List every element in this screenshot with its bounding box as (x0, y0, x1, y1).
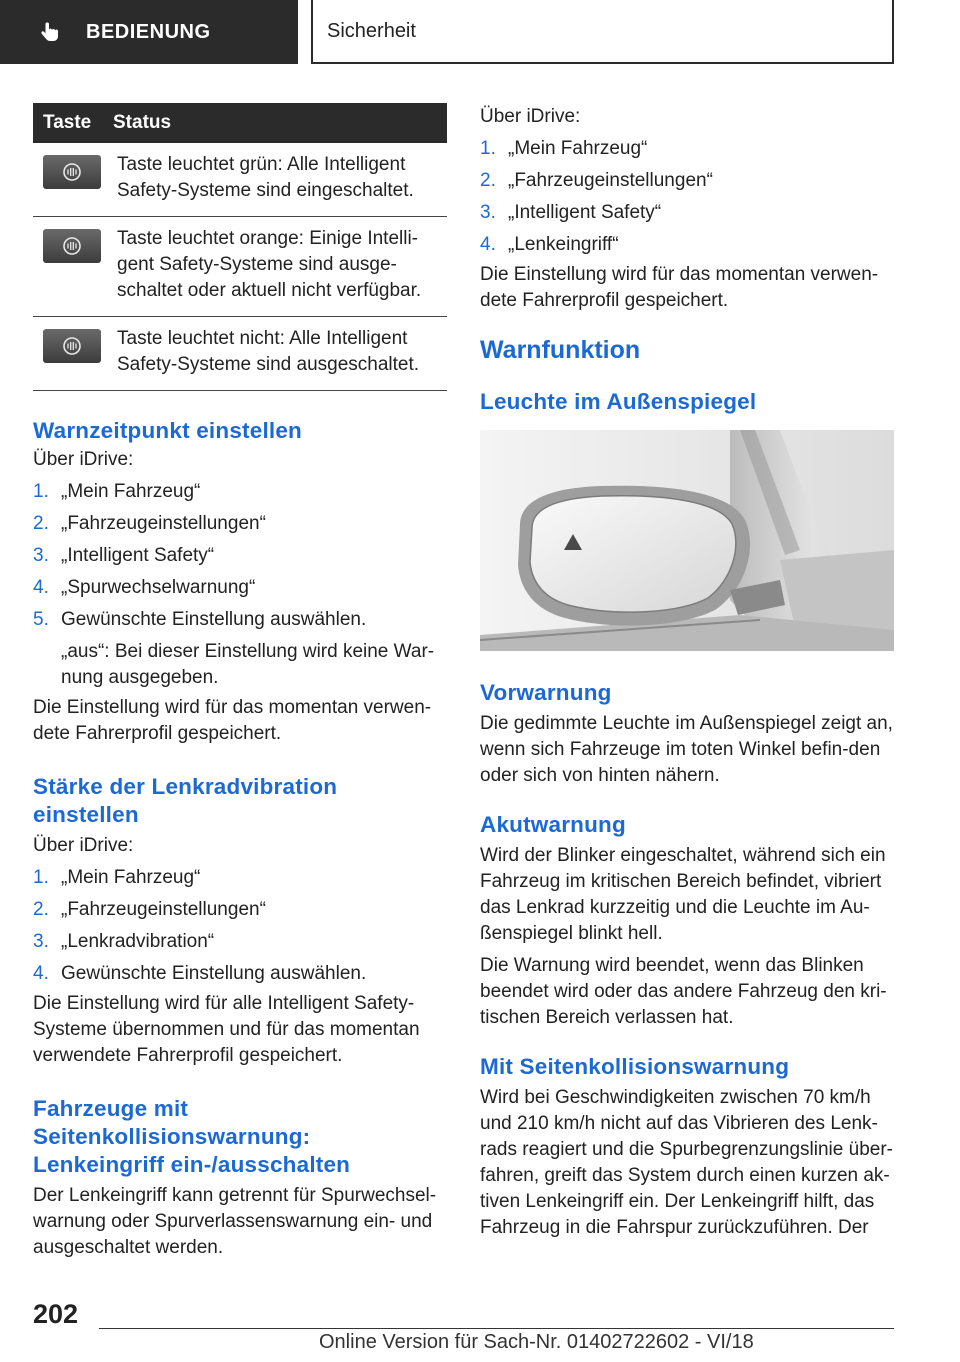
list-item: 2. „Fahrzeugeinstellungen“ (480, 170, 713, 191)
steps-lenkradvibration (33, 865, 447, 987)
text-vorwarnung: Die gedimmte Leuchte im Außenspiegel zeigt an, wenn sich Fahrzeuge im toten Winkel befin‐den oder sich von hinten nähern. (480, 713, 893, 786)
intelligent-safety-button-green-icon (43, 155, 101, 189)
note-lenkeingriff: Die Einstellung wird für das momentan verwen‐dete Fahrerprofil gespeichert. (480, 264, 879, 311)
table-cell-status: Taste leuchtet grün: Alle Intelligent Safety-Systeme sind eingeschaltet. (103, 143, 447, 217)
intro-idrive: Über iDrive: (33, 835, 134, 856)
table-row (33, 143, 447, 217)
chapter-label: Sicherheit (327, 19, 416, 42)
list-item: 4. „Spurwechselwarnung“ (33, 577, 256, 598)
heading-warnfunktion: Warnfunktion (480, 336, 641, 364)
list-item: 2. „Fahrzeugeinstellungen“ (33, 899, 266, 920)
heading-vorwarnung: Vorwarnung (480, 680, 612, 705)
footer-divider (99, 1328, 894, 1329)
text-seitenkollision: Wird bei Geschwindigkeiten zwischen 70 km/h und 210 km/h nicht auf das Vibrieren des Lenk‐rads reagiert und die Spurbegrenzungslinie über‐fahren, greift das System durch einen kurzen ak‐tiven Lenkeingriff ein. Der Lenkeingriff hilft, das Fahrzeug in die Fahrspur zurückzuführen. Der (480, 1087, 893, 1238)
table-row (33, 317, 447, 391)
list-item: 3. „Intelligent Safety“ (480, 202, 662, 223)
side-mirror-image (480, 430, 894, 651)
intelligent-safety-button-orange-icon (43, 229, 101, 263)
steps-lenkeingriff (480, 136, 894, 258)
list-item: 4. Gewünschte Einstellung auswählen. (33, 963, 367, 984)
list-item: 1. „Mein Fahrzeug“ (480, 138, 648, 159)
heading-warnzeitpunkt: Warnzeitpunkt einstellen (33, 418, 302, 443)
page-number: 202 (33, 1299, 79, 1329)
steps-warnzeitpunkt (33, 479, 447, 691)
list-item: 1. „Mein Fahrzeug“ (33, 481, 201, 502)
chapter-box (311, 0, 894, 64)
right-column (480, 104, 894, 1241)
button-status-table (33, 103, 447, 391)
intro-idrive: Über iDrive: (33, 449, 134, 470)
text-akutwarnung-2: Die Warnung wird beendet, wenn das Blinken beendet wird oder das andere Fahrzeug den kri‐tischen Bereich verlassen hat. (480, 955, 887, 1028)
section-label: BEDIENUNG (86, 20, 211, 43)
heading-lenkradvibration: Stärke der Lenkradvibration einstellen (33, 774, 338, 827)
section-tab (0, 0, 298, 64)
intelligent-safety-button-off-icon (43, 329, 101, 363)
text-lenkeingriff: Der Lenkeingriff kann getrennt für Spurwechsel‐warnung oder Spurverlassenswarnung ein- und ausgeschaltet werden. (33, 1185, 437, 1258)
table-cell-status: Taste leuchtet nicht: Alle Intelligent Safety-Systeme sind ausgeschaltet. (103, 317, 447, 391)
list-item: 3. „Lenkradvibration“ (33, 931, 215, 952)
heading-akutwarnung: Akutwarnung (480, 812, 626, 837)
table-header-taste: Taste (33, 103, 103, 143)
list-item: 3. „Intelligent Safety“ (33, 545, 215, 566)
heading-lenkeingriff: Fahrzeuge mit Seitenkollisionswarnung: Lenkeingriff ein-/ausschalten (33, 1096, 351, 1177)
heading-seitenkollision: Mit Seitenkollisionswarnung (480, 1054, 790, 1079)
list-item: 1. „Mein Fahrzeug“ (33, 867, 201, 888)
list-item: 2. „Fahrzeugeinstellungen“ (33, 513, 266, 534)
table-cell-status: Taste leuchtet orange: Einige Intelli‐gent Safety-Systeme sind ausge‐schaltet oder aktuell nicht verfügbar. (103, 217, 447, 317)
table-header-status: Status (103, 103, 447, 143)
step-subnote: „aus“: Bei dieser Einstellung wird keine War‐nung ausgegeben. (61, 641, 435, 688)
note-lenkradvibration: Die Einstellung wird für alle Intelligent Safety-Systeme übernommen und für das momentan verwendete Fahrerprofil gespeichert. (33, 993, 420, 1066)
heading-leuchte: Leuchte im Außenspiegel (480, 389, 757, 414)
table-row (33, 217, 447, 317)
text-akutwarnung-1: Wird der Blinker eingeschaltet, während sich ein Fahrzeug im kritischen Bereich befindet, vibriert das Lenkrad kurzzeitig und die Leuchte im Au‐ßenspiegel blinkt hell. (480, 845, 886, 944)
list-item: 5. Gewünschte Einstellung auswählen. „aus“: Bei dieser Einstellung wird keine War‐nung ausgegeben. (33, 607, 447, 691)
list-item: 4. „Lenkeingriff“ (480, 234, 619, 255)
left-column (33, 103, 447, 1261)
note-warnzeitpunkt: Die Einstellung wird für das momentan verwen‐dete Fahrerprofil gespeichert. (33, 697, 432, 744)
footer-text: Online Version für Sach-Nr. 01402722602 - VI/18 (319, 1331, 754, 1353)
hand-pointer-icon (38, 20, 62, 44)
intro-idrive: Über iDrive: (480, 106, 581, 127)
